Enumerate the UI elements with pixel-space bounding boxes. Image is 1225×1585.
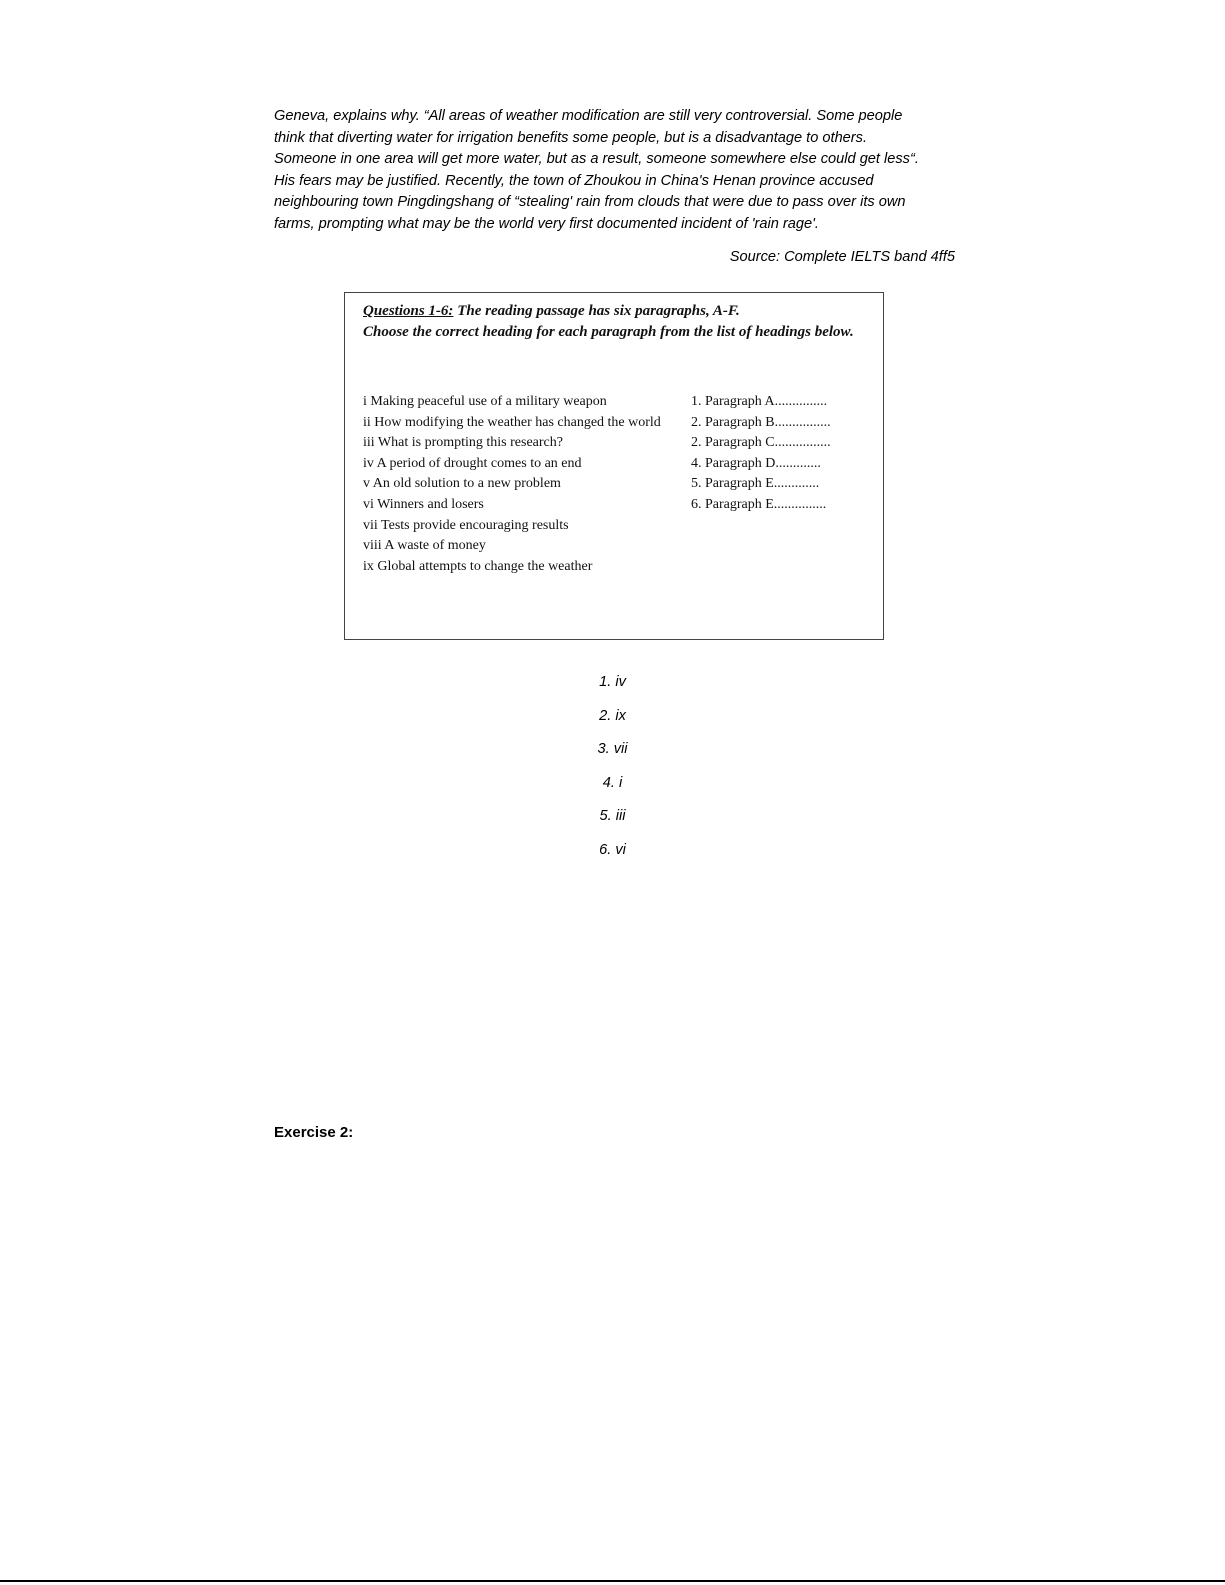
heading-item: i Making peaceful use of a military weapon xyxy=(363,394,607,409)
answer-item: 4. i xyxy=(602,774,623,791)
passage-line: Someone in one area will get more water, but as a result, someone somewhere else could get less“. xyxy=(274,151,919,168)
passage-line: His fears may be justified. Recently, the town of Zhoukou in China's Henan province accused xyxy=(274,172,874,189)
reading-passage xyxy=(274,106,964,236)
answer-item: 3. vii xyxy=(597,741,628,758)
paragraph-blank: 2. Paragraph B................ xyxy=(691,414,831,430)
paragraph-blank: 6. Paragraph E............... xyxy=(691,496,827,512)
source-citation: Source: Complete IELTS band 4ff5 xyxy=(729,249,955,265)
passage-line: think that diverting water for irrigation benefits some people, but is a disadvantage to others. xyxy=(274,129,868,146)
headings-list xyxy=(363,392,678,577)
answer-item: 6. vi xyxy=(599,841,626,858)
heading-item: v An old solution to a new problem xyxy=(363,476,561,492)
heading-item: vii Tests provide encouraging results xyxy=(363,517,569,533)
heading-item: iii What is prompting this research? xyxy=(363,435,563,451)
answer-item: 5. iii xyxy=(599,808,626,825)
questions-instructions xyxy=(363,301,869,342)
paragraph-blank: 2. Paragraph C................ xyxy=(691,435,831,451)
paragraph-blanks xyxy=(691,392,831,516)
answer-item: 2. ix xyxy=(599,707,626,724)
instruction-text: The reading passage has six paragraphs, A-F. xyxy=(453,303,740,319)
paragraph-blank: 1. Paragraph A............... xyxy=(691,394,828,409)
passage-line: farms, prompting what may be the world very first documented incident of 'rain rage'. xyxy=(274,215,819,232)
answer-item: 1. iv xyxy=(599,674,626,690)
heading-item: iv A period of drought comes to an end xyxy=(363,455,582,471)
heading-item: vi Winners and losers xyxy=(363,496,484,512)
heading-item: viii A waste of money xyxy=(363,538,486,554)
questions-box xyxy=(344,292,884,640)
paragraph-blank: 5. Paragraph E............. xyxy=(691,476,820,492)
passage-line: Geneva, explains why. “All areas of weather modification are still very controversial. Some people xyxy=(274,108,903,124)
instruction-text: Choose the correct heading for each paragraph from the list of headings below. xyxy=(363,323,854,340)
page-bottom-rule xyxy=(0,1580,1225,1582)
paragraph-blank: 4. Paragraph D............. xyxy=(691,455,821,471)
answer-list xyxy=(0,672,1225,874)
passage-line: neighbouring town Pingdingshang of “stealing' rain from clouds that were due to pass over its own xyxy=(274,194,906,211)
exercise-heading: Exercise 2: xyxy=(274,1124,354,1141)
questions-reference: Questions 1-6: xyxy=(363,303,454,319)
heading-item: ix Global attempts to change the weather xyxy=(363,558,593,574)
heading-item: ii How modifying the weather has changed the world xyxy=(363,414,661,430)
